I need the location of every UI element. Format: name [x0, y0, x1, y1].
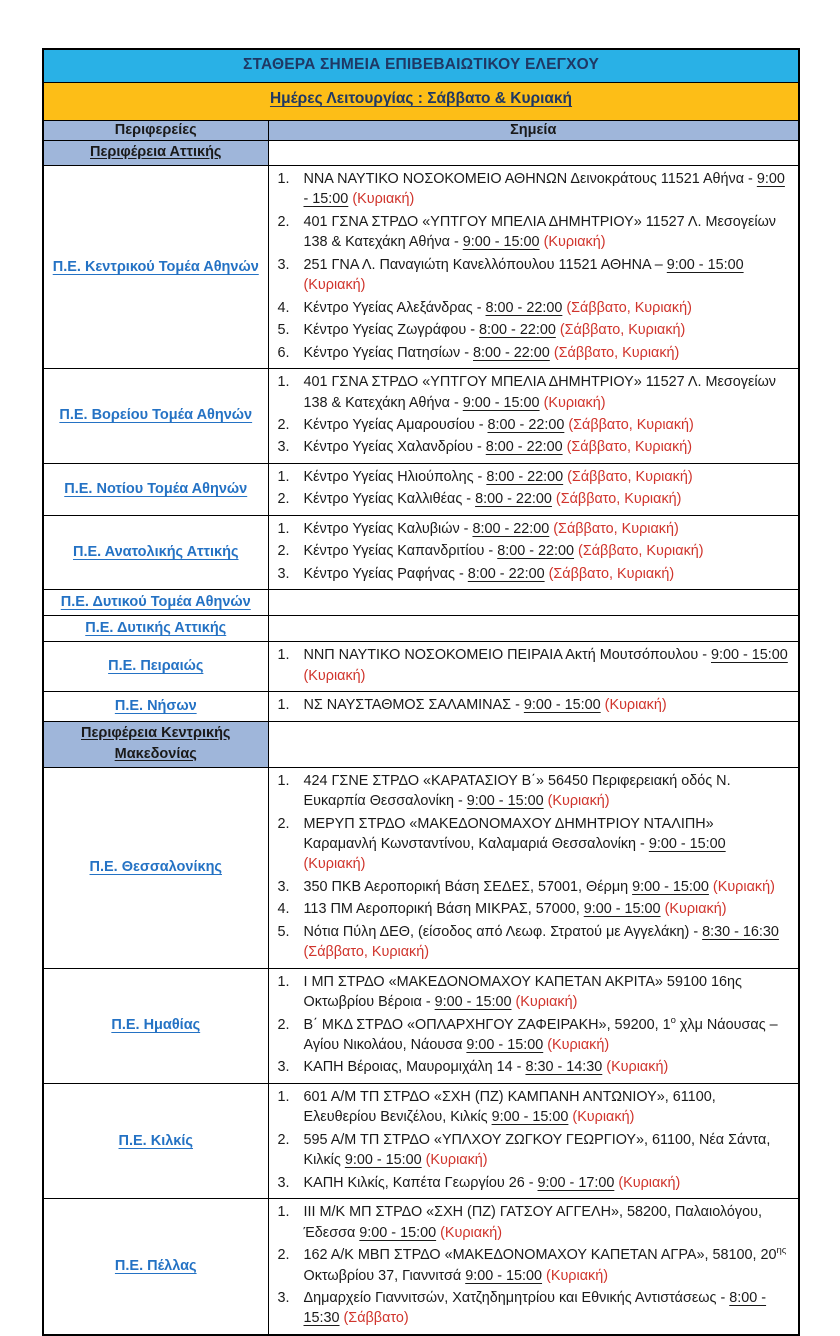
item-number: 1.	[277, 520, 290, 537]
checkpoint-item	[271, 1015, 791, 1056]
item-number: 3.	[277, 878, 290, 895]
item-number: 4.	[277, 299, 290, 316]
table-body	[43, 141, 799, 1335]
item-number: 4.	[277, 901, 290, 918]
checkpoint-item	[271, 298, 791, 318]
item-text: ΝΝΠ ΝΑΥΤΙΚΟ ΝΟΣΟΚΟΜΕΙΟ ΠΕΙΡΑΙΑ Ακτή Μουτσόπουλου - 9:00 - 15:00 (Κυριακή)	[303, 647, 788, 684]
region-row	[43, 369, 799, 464]
subtitle-cell	[43, 83, 799, 121]
region-link[interactable]: Π.Ε. Ανατολικής Αττικής	[72, 543, 239, 560]
item-text: ΝΣ ΝΑΥΣΤΑΘΜΟΣ ΣΑΛΑΜΙΝΑΣ - 9:00 - 15:00 (Κυριακή)	[303, 697, 667, 714]
points-cell	[268, 515, 799, 589]
item-number: 2.	[277, 417, 290, 433]
item-number: 1.	[277, 1088, 290, 1105]
item-text: ΙΙΙ Μ/Κ ΜΠ ΣΤΡΔΟ «ΣΧΗ (ΠΖ) ΓΑΤΣΟΥ ΑΓΓΕΛΗ», 58200, Παλαιολόγου, Έδεσσα 9:00 - 15:00 (Κυριακή)	[303, 1204, 762, 1241]
item-text: 401 ΓΣΝΑ ΣΤΡΔΟ «ΥΠΤΓΟΥ ΜΠΕΛΙΑ ΔΗΜΗΤΡΙΟΥ» 11527 Λ. Μεσογείων 138 & Κατεχάκη Αθήνα - 9:00 - 15:00 (Κυριακή)	[303, 374, 777, 411]
region-cell	[43, 463, 268, 515]
checkpoint-item	[271, 415, 791, 435]
item-number: 3.	[277, 1290, 290, 1307]
item-number: 2.	[277, 1247, 290, 1264]
item-number: 2.	[277, 815, 290, 832]
points-cell	[268, 642, 799, 692]
item-number: 2.	[277, 1131, 290, 1148]
checkpoint-item	[271, 771, 791, 812]
item-number: 3.	[277, 1059, 290, 1076]
item-number: 3.	[277, 565, 290, 582]
checkpoint-item	[271, 695, 791, 715]
checkpoint-item	[271, 372, 791, 413]
region-row	[43, 692, 799, 721]
item-text: 113 ΠΜ Αεροπορική Βάση ΜΙΚΡΑΣ, 57000, 9:00 - 15:00 (Κυριακή)	[303, 901, 727, 918]
region-cell	[43, 1083, 268, 1198]
region-cell	[43, 616, 268, 642]
empty-points-cell	[268, 141, 799, 166]
item-number: 5.	[277, 322, 290, 339]
checkpoint-item	[271, 437, 791, 457]
table-title: ΣΤΑΘΕΡΑ ΣΗΜΕΙΑ ΕΠΙΒΕΒΑΙΩΤΙΚΟΥ ΕΛΕΓΧΟΥ	[43, 49, 799, 83]
item-number: 1.	[277, 973, 290, 990]
item-text: Β΄ ΜΚΔ ΣΤΡΔΟ «ΟΠΛΑΡΧΗΓΟΥ ΖΑΦΕΙΡΑΚΗ», 59200, $1^o$ χλμ Νάουσας – Αγίου Νικολάου, Νάουσα 9:00 - 15:00 (Κυριακή)	[303, 1014, 778, 1054]
item-text: ΚΑΠΗ Βέροιας, Μαυρομιχάλη 14 - 8:30 - 14:30 (Κυριακή)	[303, 1059, 669, 1076]
points-cell	[268, 1199, 799, 1335]
item-text: Κέντρο Υγείας Αμαρουσίου - 8:00 - 22:00 (Σάββατο, Κυριακή)	[303, 417, 694, 433]
checkpoint-item	[271, 814, 791, 875]
region-row	[43, 616, 799, 642]
region-row	[43, 968, 799, 1083]
region-cell	[43, 642, 268, 692]
item-number: 3.	[277, 1174, 290, 1191]
checkpoint-item	[271, 541, 791, 561]
section-row	[43, 141, 799, 166]
points-cell	[268, 968, 799, 1083]
region-cell	[43, 692, 268, 721]
points-cell	[268, 166, 799, 369]
item-text: Νότια Πύλη ΔΕΘ, (είσοδος από Λεωφ. Στρατού με Αγγελάκη) - 8:30 - 16:30 (Σάββατο, Κυριακή)	[303, 923, 779, 961]
column-header-regions: Περιφερείες	[43, 121, 268, 141]
points-cell	[268, 463, 799, 515]
region-link[interactable]: Π.Ε. Κιλκίς	[118, 1132, 193, 1149]
region-link[interactable]: Π.Ε. Θεσσαλονίκης	[89, 859, 222, 876]
checkpoint-item	[271, 1130, 791, 1171]
region-cell	[43, 590, 268, 616]
region-cell	[43, 968, 268, 1083]
item-number: 1.	[277, 468, 290, 485]
checkpoint-item	[271, 169, 791, 210]
item-text: Κέντρο Υγείας Αλεξάνδρας - 8:00 - 22:00 (Σάββατο, Κυριακή)	[303, 299, 692, 316]
points-cell	[268, 590, 799, 616]
item-text: 162 Α/Κ ΜΒΠ ΣΤΡΔΟ «ΜΑΚΕΔΟΝΟΜΑΧΟΥ ΚΑΠΕΤΑΝ ΑΓΡΑ», 58100, $20^{\eta\varsigma}$ Οκτωβρίου 37, Γιαννιτσά 9:00 - 15:00 (Κυριακή)	[303, 1245, 787, 1284]
item-text: ΚΑΠΗ Κιλκίς, Καπέτα Γεωργίου 26 - 9:00 - 17:00 (Κυριακή)	[303, 1174, 681, 1191]
item-number: 2.	[277, 1016, 290, 1033]
item-text: Δημαρχείο Γιαννιτσών, Χατζηδημητρίου και Εθνικής Αντιστάσεως - 8:00 - 15:30 (Σάββατο)	[303, 1290, 767, 1327]
points-cell	[268, 369, 799, 464]
item-text: Κέντρο Υγείας Καλυβιών - 8:00 - 22:00 (Σάββατο, Κυριακή)	[303, 520, 679, 537]
checkpoint-item	[271, 922, 791, 963]
item-text: Κέντρο Υγείας Χαλανδρίου - 8:00 - 22:00 (Σάββατο, Κυριακή)	[303, 439, 693, 456]
section-label: Περιφέρεια Αττικής	[90, 144, 222, 160]
item-number: 1.	[277, 1204, 290, 1221]
subtitle-row	[43, 83, 799, 121]
region-link[interactable]: Π.Ε. Ημαθίας	[111, 1017, 201, 1034]
item-text: Κέντρο Υγείας Ηλιούπολης - 8:00 - 22:00 (Σάββατο, Κυριακή)	[303, 468, 693, 485]
item-number: 1.	[277, 772, 290, 789]
checkpoint-item	[271, 320, 791, 340]
section-cell	[43, 721, 268, 767]
region-row	[43, 1199, 799, 1335]
checkpoint-item	[271, 212, 791, 253]
region-row	[43, 166, 799, 369]
item-number: 5.	[277, 923, 290, 940]
checkpoint-item	[271, 645, 791, 686]
region-link[interactable]: Π.Ε. Δυτικής Αττικής	[85, 620, 227, 637]
empty-points-cell	[268, 721, 799, 767]
checkpoint-item	[271, 1202, 791, 1243]
item-number: 6.	[277, 344, 290, 361]
checkpoint-item	[271, 489, 791, 509]
region-link[interactable]: Π.Ε. Πέλλας	[114, 1258, 197, 1275]
region-link[interactable]: Π.Ε. Νοτίου Τομέα Αθηνών	[64, 480, 248, 497]
checkpoint-item	[271, 1173, 791, 1193]
item-number: 2.	[277, 543, 290, 560]
column-header-row	[43, 121, 799, 141]
item-number: 1.	[277, 697, 290, 714]
title-row	[43, 49, 799, 83]
column-header-points: Σημεία	[268, 121, 799, 141]
checkpoint-item	[271, 255, 791, 296]
checkpoint-item	[271, 1245, 791, 1286]
region-cell	[43, 767, 268, 968]
item-text: Κέντρο Υγείας Καλλιθέας - 8:00 - 22:00 (Σάββατο, Κυριακή)	[303, 491, 682, 508]
region-cell	[43, 369, 268, 464]
item-text: 595 Α/Μ ΤΠ ΣΤΡΔΟ «ΥΠΛΧΟΥ ΖΩΓΚΟΥ ΓΕΩΡΓΙΟΥ», 61100, Νέα Σάντα, Κιλκίς 9:00 - 15:00 (Κυριακή)	[303, 1131, 771, 1169]
item-text: Κέντρο Υγείας Ραφήνας - 8:00 - 22:00 (Σάββατο, Κυριακή)	[303, 565, 675, 582]
checkpoint-item	[271, 564, 791, 584]
region-row	[43, 463, 799, 515]
checkpoint-item	[271, 519, 791, 539]
item-number: 3.	[277, 439, 290, 456]
region-row	[43, 590, 799, 616]
section-cell	[43, 141, 268, 166]
checkpoints-table	[42, 48, 800, 1336]
region-row	[43, 642, 799, 692]
region-link[interactable]: Π.Ε. Βορείου Τομέα Αθηνών	[59, 407, 253, 424]
item-text: Ι ΜΠ ΣΤΡΔΟ «ΜΑΚΕΔΟΝΟΜΑΧΟΥ ΚΑΠΕΤΑΝ ΑΚΡΙΤΑ» 59100 16ης Οκτωβρίου Βέροια - 9:00 - 15:00 (Κυριακή)	[303, 973, 742, 1011]
section-row	[43, 721, 799, 767]
points-cell	[268, 1083, 799, 1198]
item-text: 424 ΓΣΝΕ ΣΤΡΔΟ «ΚΑΡΑΤΑΣΙΟΥ Β΄» 56450 Περιφερειακή οδός Ν. Ευκαρπία Θεσσαλονίκη - 9:00 - 15:00 (Κυριακή)	[303, 772, 731, 810]
checkpoint-item	[271, 899, 791, 919]
checkpoint-item	[271, 467, 791, 487]
item-text: ΜΕΡΥΠ ΣΤΡΔΟ «ΜΑΚΕΔΟΝΟΜΑΧΟΥ ΔΗΜΗΤΡΙΟΥ ΝΤΑΛΙΠΗ» Καραμανλή Κωνσταντίνου, Καλαμαριά Θεσσαλονίκη - 9:00 - 15:00 (Κυριακή)	[303, 815, 726, 873]
item-text: ΝΝΑ ΝΑΥΤΙΚΟ ΝΟΣΟΚΟΜΕΙΟ ΑΘΗΝΩΝ Δεινοκράτους 11521 Αθήνα - 9:00 - 15:00 (Κυριακή)	[303, 171, 785, 208]
checkpoint-item	[271, 1057, 791, 1077]
region-cell	[43, 515, 268, 589]
checkpoint-item	[271, 877, 791, 897]
item-number: 2.	[277, 213, 290, 230]
region-row	[43, 515, 799, 589]
item-number: 3.	[277, 256, 290, 273]
item-number: 2.	[277, 491, 290, 508]
table-subtitle: Ημέρες Λειτουργίας : Σάββατο & Κυριακή	[269, 90, 573, 107]
section-label: Περιφέρεια Κεντρικής Μακεδονίας	[81, 724, 231, 762]
checkpoint-item	[271, 1288, 791, 1329]
region-row	[43, 1083, 799, 1198]
region-link[interactable]: Π.Ε. Πειραιώς	[108, 658, 204, 675]
points-cell	[268, 616, 799, 642]
region-cell	[43, 166, 268, 369]
checkpoint-item	[271, 1087, 791, 1128]
region-row	[43, 767, 799, 968]
item-number: 1.	[277, 647, 290, 664]
region-link[interactable]: Π.Ε. Κεντρικού Τομέα Αθηνών	[52, 258, 259, 275]
item-text: Κέντρο Υγείας Ζωγράφου - 8:00 - 22:00 (Σάββατο, Κυριακή)	[303, 322, 686, 339]
points-cell	[268, 767, 799, 968]
checkpoint-item	[271, 972, 791, 1013]
item-number: 1.	[277, 374, 290, 391]
region-link[interactable]: Π.Ε. Νήσων	[114, 697, 197, 714]
item-text: 251 ΓΝΑ Λ. Παναγιώτη Κανελλόπουλου 11521 ΑΘΗΝΑ – 9:00 - 15:00 (Κυριακή)	[303, 256, 744, 294]
item-text: 401 ΓΣΝΑ ΣΤΡΔΟ «ΥΠΤΓΟΥ ΜΠΕΛΙΑ ΔΗΜΗΤΡΙΟΥ» 11527 Λ. Μεσογείων 138 & Κατεχάκη Αθήνα - 9:00 - 15:00 (Κυριακή)	[303, 213, 777, 251]
item-text: Κέντρο Υγείας Πατησίων - 8:00 - 22:00 (Σάββατο, Κυριακή)	[303, 344, 680, 361]
item-text: Κέντρο Υγείας Καπανδριτίου - 8:00 - 22:00 (Σάββατο, Κυριακή)	[303, 543, 704, 560]
checkpoint-item	[271, 343, 791, 363]
region-link[interactable]: Π.Ε. Δυτικού Τομέα Αθηνών	[60, 594, 251, 611]
item-number: 1.	[277, 171, 290, 188]
item-text: 601 Α/Μ ΤΠ ΣΤΡΔΟ «ΣΧΗ (ΠΖ) ΚΑΜΠΑΝΗ ΑΝΤΩΝΙΟΥ», 61100, Ελευθερίου Βενιζέλου, Κιλκίς 9:00 - 15:00 (Κυριακή)	[303, 1088, 716, 1126]
region-cell	[43, 1199, 268, 1335]
item-text: 350 ΠΚΒ Αεροπορική Βάση ΣΕΔΕΣ, 57001, Θέρμη 9:00 - 15:00 (Κυριακή)	[303, 878, 775, 895]
points-cell	[268, 692, 799, 721]
